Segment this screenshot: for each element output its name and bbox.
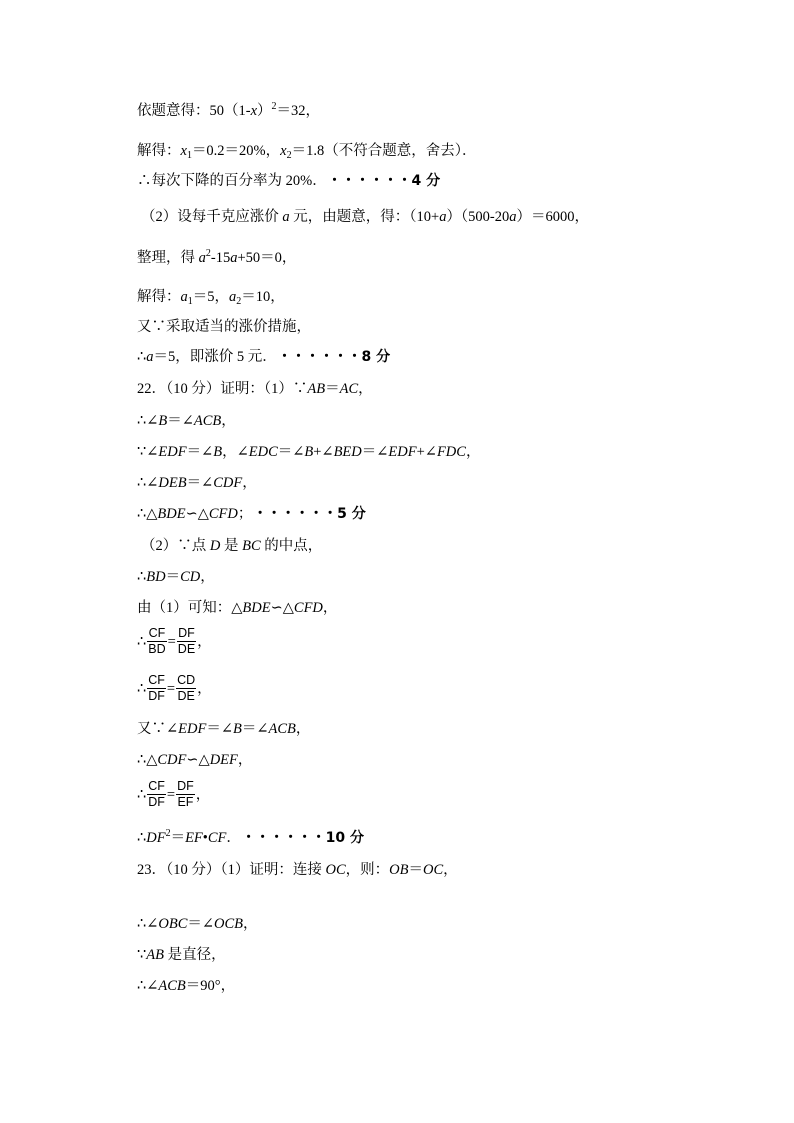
line-conclusion-price: ∴a＝5，即涨价 5 元． ・・・・・・8 分 [137, 349, 391, 365]
line-part2-midpoint: （2）∵点 D 是 BC 的中点， [141, 538, 323, 554]
line-conclusion-df2: $\therefore DF^2=EF•CF$． ・・・・・・10 分 [137, 828, 365, 846]
line-q22-header: 22．（10 分）证明：（1）∵AB＝AC， [137, 381, 373, 397]
line-ratio-1: ∴ $\frac{CF}{BD}$ = $\frac{DF}{DE}$ ， [137, 626, 212, 656]
fraction: $\frac{DF}{EF}$ [177, 779, 194, 809]
line-similar-triangles: ∴△BDE∽△CFD； ・・・・・・5 分 [137, 506, 366, 522]
line-conclusion-rate: ∴每次下降的百分率为 20%． ・・・・・・4 分 [137, 173, 441, 189]
line-angle-obc: ∴∠OBC＝∠OCB， [137, 916, 258, 932]
fraction: $\frac{CF}{DF}$ [148, 779, 165, 809]
line-angle-relations: ∵∠EDF＝∠B，∠EDC＝∠B+∠BED＝∠EDF+∠FDC， [137, 444, 481, 460]
line-ratio-2: ∴ $\frac{CF}{DF}$ = $\frac{CD}{DE}$ ， [137, 673, 212, 703]
fraction: $\frac{CF}{BD}$ [148, 626, 166, 656]
line-right-angle: ∴∠ACB＝90°， [137, 978, 236, 994]
score-mark: ・・・・・・5 分 [253, 506, 366, 522]
line-angle-deb: ∴∠DEB＝∠CDF， [137, 475, 257, 491]
score-mark: ・・・・・・10 分 [241, 830, 365, 846]
line-diameter: ∵AB 是直径， [137, 947, 226, 963]
score-mark: ・・・・・・4 分 [327, 173, 441, 189]
line-from-part1: 由（1）可知：△BDE∽△CFD， [137, 600, 338, 616]
score-mark: ・・・・・・8 分 [277, 349, 391, 365]
line-bd-cd: ∴BD＝CD， [137, 569, 215, 585]
line-equation: 依题意得：$50(1-x)^2=32$， [137, 101, 321, 119]
line-ratio-3: ∴ $\frac{CF}{DF}$ = $\frac{DF}{EF}$ ， [137, 779, 211, 809]
line-part2-setup: （2）设每千克应涨价 a 元，由题意，得：（10+a）（500-20a）＝6000， [141, 209, 590, 225]
line-condition: 又∵采取适当的涨价措施， [137, 319, 311, 335]
line-similar-2: ∴△CDF∽△DEF， [137, 752, 253, 768]
line-angle-eq: ∴∠B＝∠ACB， [137, 413, 236, 429]
fraction: $\frac{CD}{DE}$ [177, 673, 196, 703]
line-solution-x: 解得：$x_1=0.2=20\%$，$x_2=1.8$（不符合题意，舍去）． [137, 143, 477, 161]
fraction: $\frac{CF}{DF}$ [148, 673, 165, 703]
line-simplify: 整理，得 $a^2-15a+50=0$， [137, 248, 297, 266]
fraction: $\frac{DF}{DE}$ [177, 626, 196, 656]
line-q23-header: 23．（10 分）（1）证明：连接 OC，则：OB＝OC， [137, 862, 458, 878]
line-solution-a: 解得：$a_1=5$，$a_2=10$， [137, 289, 285, 307]
line-angle-chain: 又∵∠EDF＝∠B＝∠ACB， [137, 721, 311, 737]
